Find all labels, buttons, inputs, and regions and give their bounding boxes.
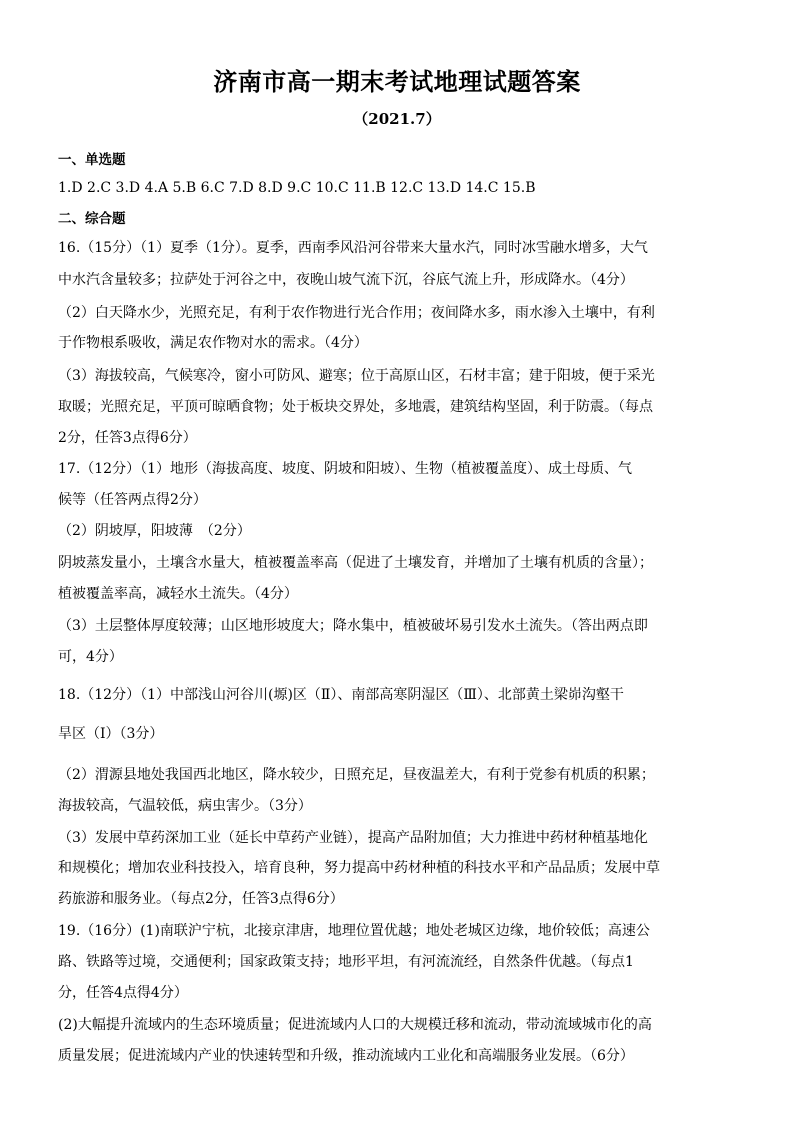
- q17-line: 可，4分）: [58, 649, 123, 665]
- section-heading-single-choice: 一、单选题: [58, 152, 126, 168]
- q18-line: 和规模化；增加农业科技投入，培育良种，努力提高中药材种植的科技水平和产品品质；发展中草: [58, 860, 660, 876]
- q18-line: 旱区（Ⅰ）（3分）: [58, 726, 164, 742]
- q18-line: （3）发展中草药深加工业（延长中草药产业链），提高产品附加值；大力推进中药材种植基地化: [58, 830, 648, 846]
- q17-line: （3）土层整体厚度较薄；山区地形坡度大；降水集中，植被破坏易引发水土流失。（答出两点即: [58, 618, 648, 634]
- q16-line: 取暖；光照充足，平顶可晾晒食物；处于板块交界处，多地震，建筑结构坚固，利于防震。（每点: [58, 399, 653, 415]
- q16-line: 16.（15分）（1）夏季（1分）。夏季，西南季风沿河谷带来大量水汽，同时冰雪融水增多，大气: [58, 240, 648, 256]
- q18-line: 药旅游和服务业。（每点2分，任答3点得6分）: [58, 891, 344, 907]
- q17-line: 阴坡蒸发量小，土壤含水量大，植被覆盖率高（促进了土壤发育，并增加了土壤有机质的含量）；: [58, 555, 653, 571]
- q17-line: 候等（任答两点得2分）: [58, 492, 207, 508]
- q16-line: 于作物根系吸收，满足农作物对水的需求。（4分）: [58, 335, 368, 351]
- single-choice-answers: 1.D 2.C 3.D 4.A 5.B 6.C 7.D 8.D 9.C 10.C 11.B 12.C 13.D 14.C 15.B: [58, 180, 536, 196]
- q17-line: （2）阴坡厚，阳坡薄 （2分）: [58, 523, 251, 539]
- document-date: （2021.7）: [353, 110, 441, 128]
- q19-line: (2)大幅提升流域内的生态环境质量；促进流域内人口的大规模迁移和流动，带动流域城市化的高: [58, 1017, 652, 1033]
- q19-line: 分，任答4点得4分）: [58, 985, 188, 1001]
- q19-line: 质量发展；促进流域内产业的快速转型和升级，推动流域内工业化和高端服务业发展。（6分）: [58, 1048, 634, 1064]
- document-title: 济南市高一期末考试地理试题答案: [213, 67, 581, 96]
- q17-line: 植被覆盖率高，减轻水土流失。（4分）: [58, 586, 298, 602]
- q19-line: 19.（16分）(1)南联沪宁杭，北接京津唐，地理位置优越；地处老城区边缘，地价较低；高速公: [58, 923, 650, 939]
- q17-line: 17.（12分）（1）地形（海拔高度、坡度、阴坡和阳坡）、生物（植被覆盖度）、成土母质、气: [58, 461, 632, 477]
- q19-line: 路、铁路等过境，交通便利；国家政策支持；地形平坦，有河流流经，自然条件优越。（每点1: [58, 954, 634, 970]
- q16-line: （2）白天降水少，光照充足，有利于农作物进行光合作用；夜间降水多，雨水渗入土壤中，有利: [58, 305, 655, 321]
- q16-line: （3）海拔较高，气候寒冷，窗小可防风、避寒；位于高原山区，石材丰富；建于阳坡，便于采光: [58, 368, 655, 384]
- q18-line: 18.（12分）（1）中部浅山河谷川(塬)区（Ⅱ）、南部高寒阴湿区（Ⅲ）、北部黄土梁峁沟壑干: [58, 687, 624, 703]
- q18-line: （2）渭源县地处我国西北地区，降水较少，日照充足，昼夜温差大，有利于党参有机质的积累；: [58, 767, 655, 783]
- q16-line: 中水汽含量较多；拉萨处于河谷之中，夜晚山坡气流下沉，谷底气流上升，形成降水。（4分）: [58, 272, 634, 288]
- q18-line: 海拔较高，气温较低，病虫害少。（3分）: [58, 798, 312, 814]
- q16-line: 2分，任答3点得6分）: [58, 430, 197, 446]
- section-heading-comprehensive: 二、综合题: [58, 211, 126, 227]
